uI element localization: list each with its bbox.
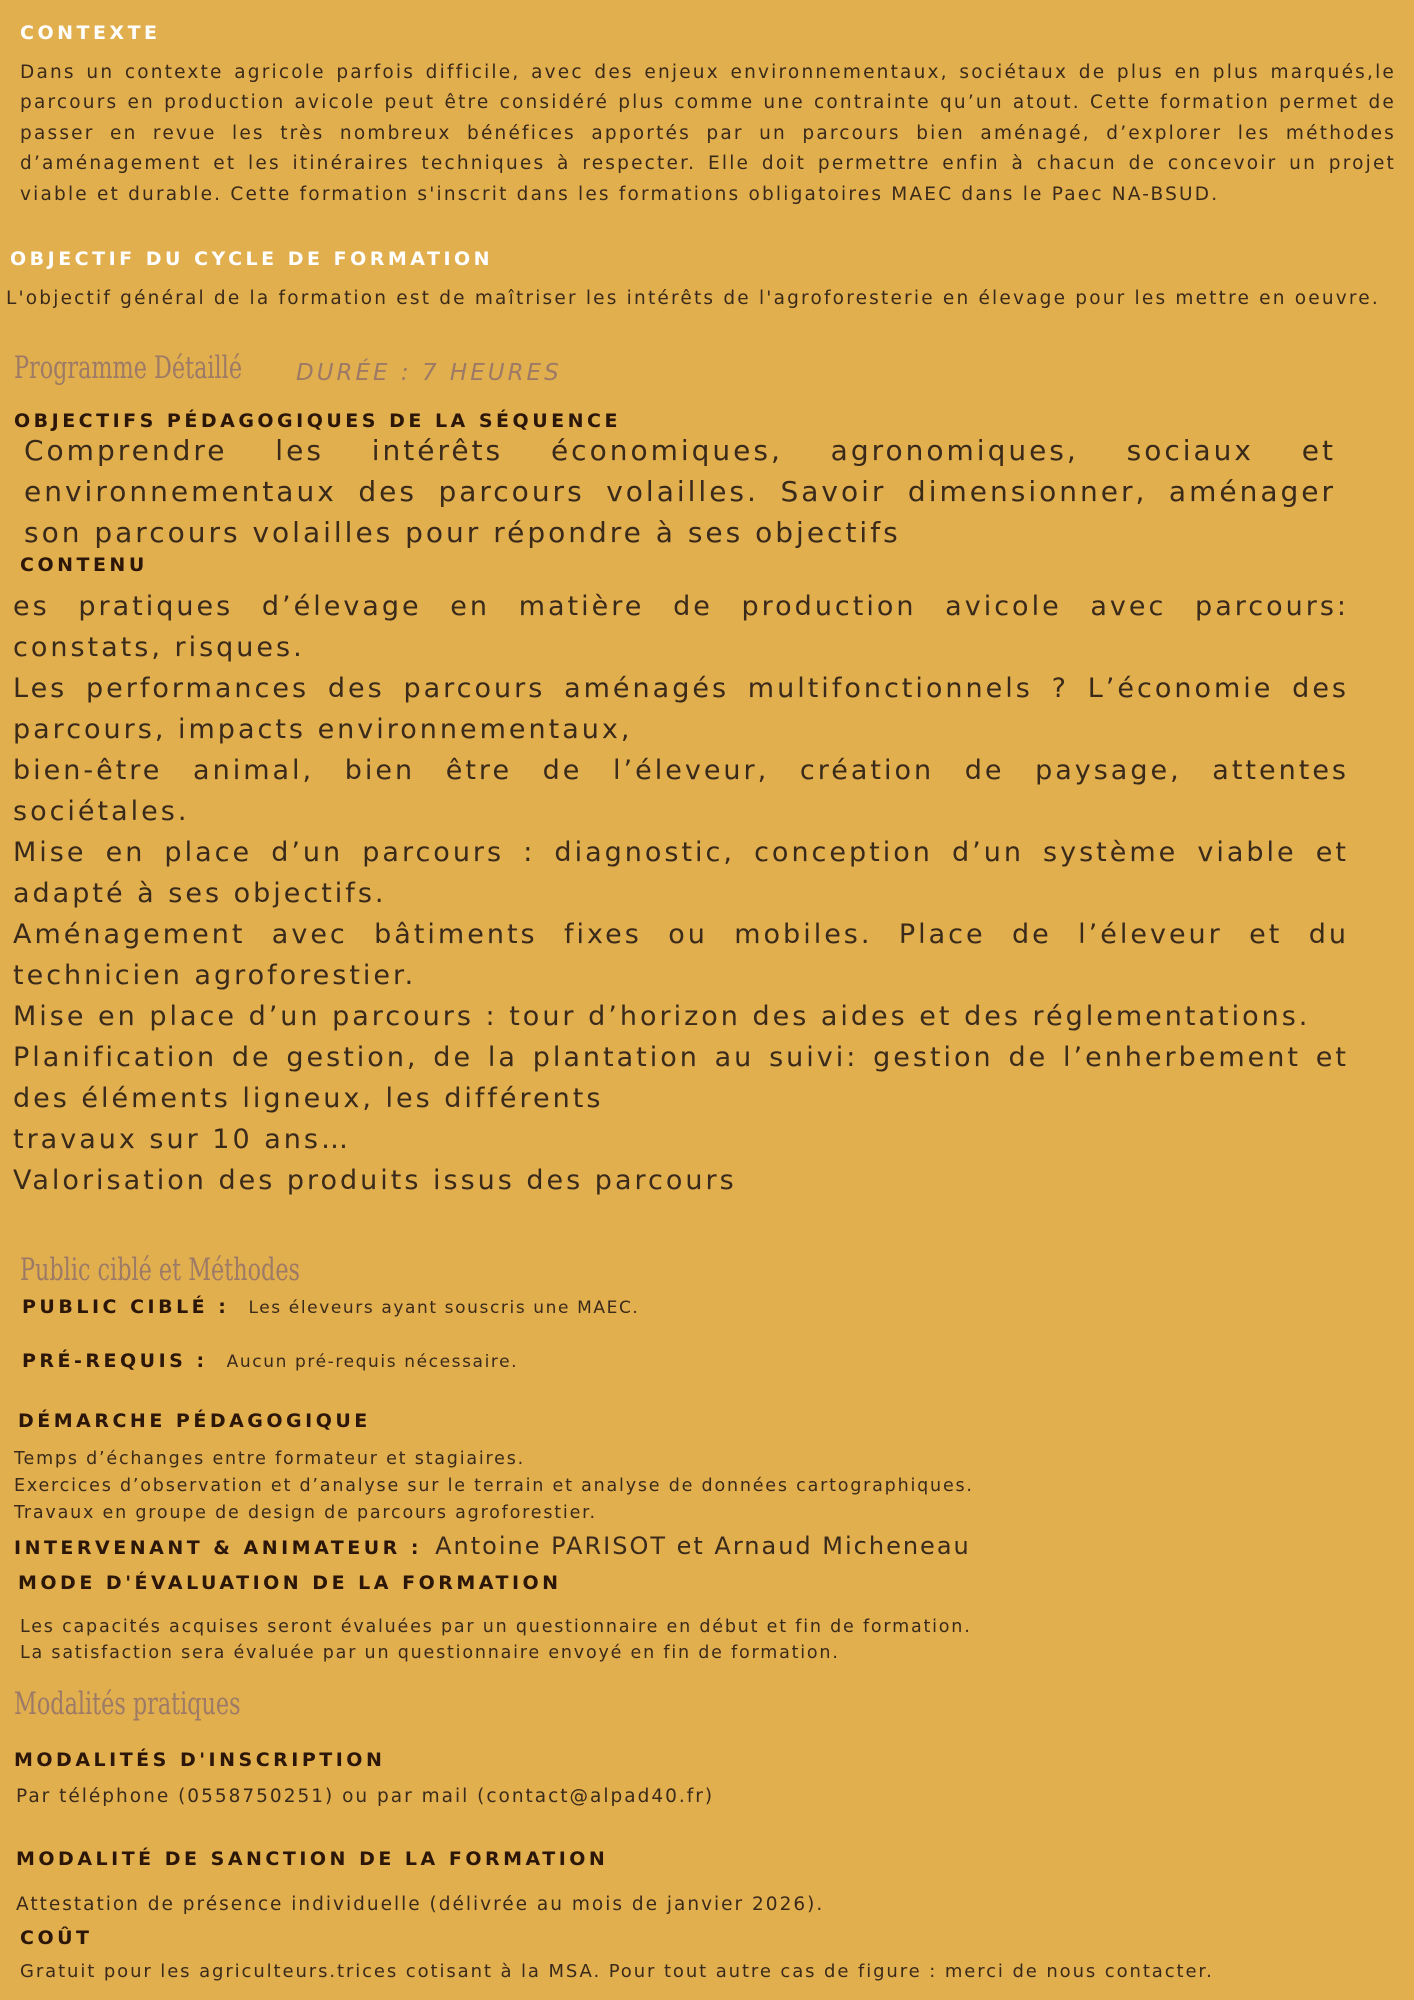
contenu-item: Mise en place d’un parcours : diagnostic, conception d’un système viable et adapté à ses objectifs. bbox=[13, 837, 1349, 909]
prerequis-label: PRÉ-REQUIS : bbox=[22, 1350, 208, 1372]
contexte-heading: CONTEXTE bbox=[20, 22, 161, 44]
inscription-heading: MODALITÉS D'INSCRIPTION bbox=[14, 1749, 386, 1771]
evaluation-heading: MODE D'ÉVALUATION DE LA FORMATION bbox=[18, 1572, 562, 1594]
modalites-title: Modalités pratiques bbox=[14, 1686, 241, 1722]
contenu-heading: CONTENU bbox=[20, 554, 148, 576]
demarche-heading: DÉMARCHE PÉDAGOGIQUE bbox=[18, 1410, 371, 1432]
intervenant-value: Antoine PARISOT et Arnaud Micheneau bbox=[435, 1532, 971, 1560]
contenu-item: bien-être animal, bien être de l’éleveur, création de paysage, attentes sociétales. bbox=[13, 755, 1349, 827]
public-cible-label: PUBLIC CIBLÉ : bbox=[22, 1296, 230, 1318]
objectif-cycle-heading: OBJECTIF DU CYCLE DE FORMATION bbox=[10, 248, 494, 270]
contenu-item: Les performances des parcours aménagés multifonctionnels ? L’économie des parcours, impacts environnementaux, bbox=[13, 673, 1349, 745]
intervenant-row bbox=[14, 1532, 971, 1560]
public-cible-value: Les éleveurs ayant souscris une MAEC. bbox=[248, 1298, 640, 1318]
intervenant-label: INTERVENANT & ANIMATEUR : bbox=[14, 1537, 423, 1559]
public-cible-row bbox=[22, 1296, 639, 1318]
prerequis-row bbox=[22, 1350, 518, 1372]
sanction-text: Attestation de présence individuelle (délivrée au mois de janvier 2026). bbox=[16, 1894, 825, 1915]
contenu-list bbox=[13, 586, 1349, 1201]
inscription-text: Par téléphone (0558750251) ou par mail (contact@alpad40.fr) bbox=[16, 1786, 715, 1807]
evaluation-line: La satisfaction sera évaluée par un questionnaire envoyé en fin de formation. bbox=[20, 1643, 840, 1663]
contexte-text: Dans un contexte agricole parfois difficile, avec des enjeux environnementaux, sociétaux de plus en plus marqués,le parcours en production avicole peut être considéré plus comme une contrainte qu’un atout. Cette formation permet de passer en revue les très nombreux bénéfices apportés par un parcours bien aménagé, d’explorer les méthodes d’aménagement et les itinéraires techniques à respecter. Elle doit permettre enfin à chacun de concevoir un projet viable et durable. Cette formation s'inscrit dans les formations obligatoires MAEC dans le Paec NA-BSUD. bbox=[20, 62, 1396, 205]
cout-text: Gratuit pour les agriculteurs.trices cotisant à la MSA. Pour tout autre cas de figure : merci de nous contacter. bbox=[20, 1961, 1214, 1982]
prerequis-value: Aucun pré-requis nécessaire. bbox=[226, 1352, 519, 1372]
public-title: Public ciblé et Méthodes bbox=[20, 1252, 301, 1288]
contenu-item: travaux sur 10 ans… bbox=[13, 1124, 351, 1155]
demarche-line: Temps d’échanges entre formateur et stagiaires. bbox=[14, 1449, 526, 1469]
objectif-cycle-text: L'objectif général de la formation est de maîtriser les intérêts de l'agroforesterie en élevage pour les mettre en oeuvre. bbox=[6, 288, 1380, 309]
objectifs-pedagogiques-text: Comprendre les intérêts économiques, agronomiques, sociaux et environnementaux des parcours volailles. Savoir dimensionner, aménager son parcours volailles pour répondre à ses objectifs bbox=[24, 434, 1336, 549]
contenu-item: Valorisation des produits issus des parcours bbox=[13, 1165, 737, 1196]
demarche-line: Travaux en groupe de design de parcours agroforestier. bbox=[14, 1503, 597, 1523]
contenu-item: Aménagement avec bâtiments fixes ou mobiles. Place de l’éleveur et du technicien agroforestier. bbox=[13, 919, 1349, 991]
cout-heading: COÛT bbox=[20, 1927, 93, 1949]
demarche-lines bbox=[14, 1446, 974, 1527]
evaluation-line: Les capacités acquises seront évaluées par un questionnaire en début et fin de formation. bbox=[20, 1617, 972, 1637]
contenu-item: Mise en place d’un parcours : tour d’horizon des aides et des réglementations. bbox=[13, 1001, 1311, 1032]
contenu-item: Planification de gestion, de la plantation au suivi: gestion de l’enherbement et des éléments ligneux, les différents bbox=[13, 1042, 1349, 1114]
evaluation-lines bbox=[20, 1614, 972, 1666]
sanction-heading: MODALITÉ DE SANCTION DE LA FORMATION bbox=[16, 1848, 609, 1870]
programme-duree: DURÉE : 7 HEURES bbox=[296, 360, 562, 386]
demarche-line: Exercices d’observation et d’analyse sur le terrain et analyse de données cartographiques. bbox=[14, 1476, 974, 1496]
programme-title: Programme Détaillé bbox=[14, 350, 243, 386]
objectifs-pedagogiques-heading: OBJECTIFS PÉDAGOGIQUES DE LA SÉQUENCE bbox=[14, 410, 621, 432]
contenu-item: es pratiques d’élevage en matière de production avicole avec parcours: constats, risques. bbox=[13, 591, 1349, 663]
